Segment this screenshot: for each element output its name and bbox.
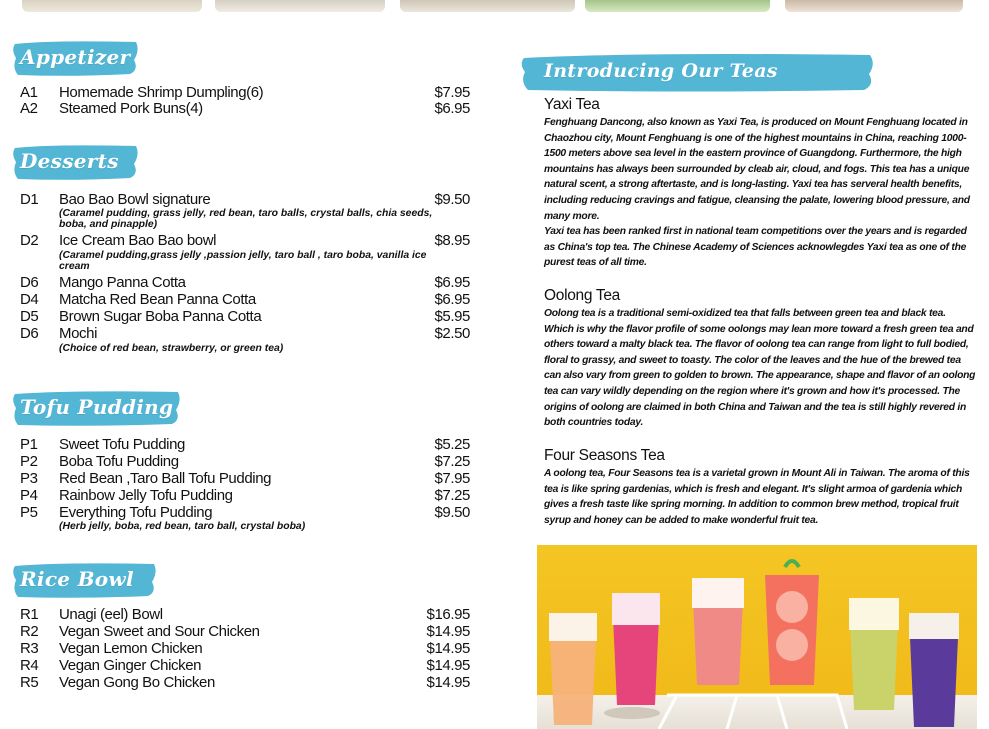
appetizer-section — [12, 40, 470, 120]
item-code: D4 — [20, 291, 39, 308]
item-price: $9.50 — [434, 191, 470, 208]
item-description: (Caramel pudding,grass jelly ,passion jelly, taro ball , taro boba, vanilla ice cream — [59, 250, 427, 272]
item-price: $7.95 — [434, 84, 470, 101]
item-code: R3 — [20, 640, 39, 657]
appetizer-banner — [12, 40, 140, 80]
item-name: Unagi (eel) Bowl — [59, 606, 163, 623]
tea-description: A oolong tea, Four Seasons tea is a varietal grown in Mount Ali in Taiwan. The aroma of this tea is like spring gardenias, which is fresh and elegant. It's slight armoa of gardenia which gives a fresh taste like spring morning. In addition to common brew method, tropical fruit syrup and honey can be added to make wonderful fruit tea. — [544, 468, 970, 526]
item-price: $16.95 — [426, 606, 470, 623]
item-price: $6.95 — [434, 100, 470, 117]
tofu-pudding-title: Tofu Pudding — [20, 395, 174, 419]
teas-title: Introducing Our Teas — [544, 60, 778, 82]
tea-description: Oolong tea is a traditional semi-oxidized tea that falls between green tea and black tea. Which is why the flavor profile of some oolongs may lean more toward a fresh green tea and others toward a malty black tea. The flavor of oolong tea can range from light to full bodied, floral to grassy, and sweet to toasty. The color of the leaves and the hue of the brewed tea can also vary from green to golden to brown. The appearance, shape and flavor of an oolong tea can vary wildly depending on the region where it's grown and how it's processed. The origins of oolong are claimed in both China and Taiwan and the tea is still highly revered in both countries today. — [544, 308, 976, 429]
item-code: D6 — [20, 325, 39, 342]
item-price: $9.50 — [434, 504, 470, 521]
item-price: $6.95 — [434, 291, 470, 308]
item-price: $8.95 — [434, 232, 470, 249]
item-description: (Herb jelly, boba, red bean, taro ball, crystal boba) — [59, 521, 306, 532]
item-code: R1 — [20, 606, 39, 623]
item-name: Vegan Gong Bo Chicken — [59, 674, 215, 691]
item-price: $14.95 — [426, 674, 470, 691]
item-code: D5 — [20, 308, 39, 325]
teas-column — [544, 96, 976, 536]
item-name: Homemade Shrimp Dumpling(6) — [59, 84, 264, 101]
item-name: Mango Panna Cotta — [59, 274, 186, 291]
item-code: P5 — [20, 504, 38, 521]
item-name: Everything Tofu Pudding — [59, 504, 213, 521]
drinks-illustration — [537, 545, 977, 729]
item-name: Steamed Pork Buns(4) — [59, 100, 203, 117]
item-price: $7.25 — [434, 487, 470, 504]
item-description: (Choice of red bean, strawberry, or green tea) — [59, 343, 284, 354]
item-name: Bao Bao Bowl signature — [59, 191, 211, 208]
rice-bowl-title: Rice Bowl — [20, 567, 134, 591]
item-code: P4 — [20, 487, 38, 504]
item-price: $6.95 — [434, 274, 470, 291]
item-name: Brown Sugar Boba Panna Cotta — [59, 308, 262, 325]
top-photo-strip — [0, 0, 989, 12]
item-name: Vegan Lemon Chicken — [59, 640, 203, 657]
item-code: A2 — [20, 100, 38, 117]
rice-bowl-section — [12, 562, 470, 697]
item-code: D2 — [20, 232, 39, 249]
item-name: Matcha Red Bean Panna Cotta — [59, 291, 256, 308]
item-code: D1 — [20, 191, 39, 208]
drinks-photo — [537, 545, 977, 729]
item-price: $14.95 — [426, 657, 470, 674]
tofu-pudding-section — [12, 390, 470, 540]
item-code: R5 — [20, 674, 39, 691]
item-price: $14.95 — [426, 640, 470, 657]
item-name: Mochi — [59, 325, 98, 342]
item-price: $14.95 — [426, 623, 470, 640]
teas-banner — [520, 52, 876, 94]
item-description: (Caramel pudding, grass jelly, red bean, taro balls, crystal balls, chia seeds, boba, and pinapple) — [59, 208, 433, 230]
tea-name: Four Seasons Tea — [544, 447, 665, 464]
item-price: $2.50 — [434, 325, 470, 342]
item-price: $5.25 — [434, 436, 470, 453]
item-code: D6 — [20, 274, 39, 291]
item-code: R2 — [20, 623, 39, 640]
tea-description: Fenghuang Dancong, also known as Yaxi Tea, is produced on Mount Fenghuang located in Chaozhou city, Mount Fenghuang is one of the highest mountains in China, reaching 1000-1500 meters above sea level in the eastern province of Guangdong. Furthermore, the high mountains has always been surrounded by cleab air, cloud, and fogs. This tea has a unique natural scent, a strong aftertaste, and is long-lasting. Yaxi tea has serveral health benefits, including reducing cravings and fatigue, cleansing the palate, lowering blood pressure, and many more. — [544, 117, 970, 222]
item-code: P2 — [20, 453, 38, 470]
item-price: $7.25 — [434, 453, 470, 470]
appetizer-title: Appetizer — [20, 45, 131, 69]
rice-bowl-banner — [12, 562, 158, 602]
item-name: Vegan Sweet and Sour Chicken — [59, 623, 260, 640]
item-name: Vegan Ginger Chicken — [59, 657, 202, 674]
tofu-pudding-banner — [12, 390, 182, 430]
item-name: Red Bean ,Taro Ball Tofu Pudding — [59, 470, 272, 487]
tea-name: Oolong Tea — [544, 287, 620, 304]
item-code: P3 — [20, 470, 38, 487]
tea-description: Yaxi tea has been ranked first in national team competitions over the years and is regarded as China's top tea. The Chinese Academy of Sciences acknowlegdes Yaxi tea as one of the purest teas of all time. — [544, 226, 967, 269]
item-code: A1 — [20, 84, 38, 101]
item-name: Rainbow Jelly Tofu Pudding — [59, 487, 233, 504]
item-name: Boba Tofu Pudding — [59, 453, 179, 470]
desserts-section — [12, 144, 470, 359]
item-code: P1 — [20, 436, 38, 453]
desserts-banner — [12, 144, 140, 184]
desserts-title: Desserts — [20, 149, 119, 173]
item-price: $5.95 — [434, 308, 470, 325]
item-code: R4 — [20, 657, 39, 674]
item-price: $7.95 — [434, 470, 470, 487]
tea-name: Yaxi Tea — [544, 96, 600, 113]
item-name: Sweet Tofu Pudding — [59, 436, 185, 453]
item-name: Ice Cream Bao Bao bowl — [59, 232, 217, 249]
